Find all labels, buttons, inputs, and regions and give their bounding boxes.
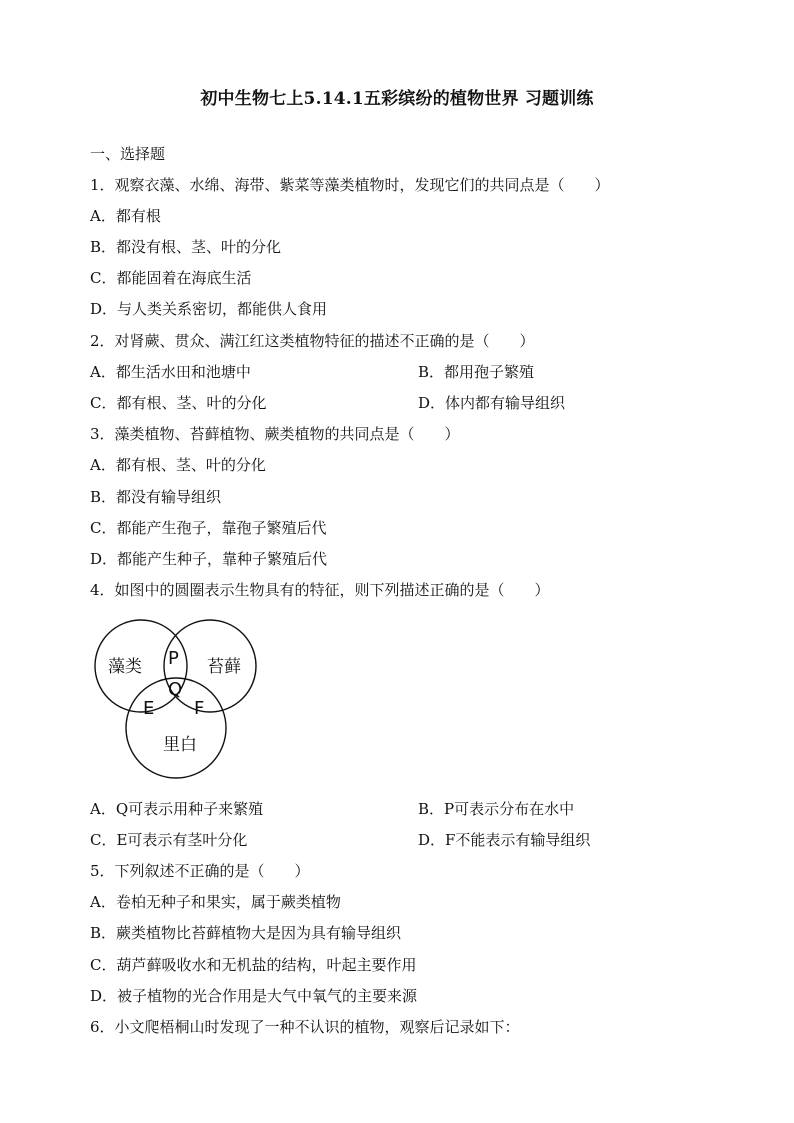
question-4-option-b: B．P可表示分布在水中 [418,800,575,818]
question-1-option-c: C．都能固着在海底生活 [90,269,252,287]
question-2-option-a: A．都生活水田和池塘中 [90,363,251,381]
venn-region-f: F [194,698,205,719]
question-2-option-c: C．都有根、茎、叶的分化 [90,394,267,412]
question-2-option-b: B．都用孢子繁殖 [418,363,535,381]
question-6-stem: 6．小文爬梧桐山时发现了一种不认识的植物，观察后记录如下： [90,1018,520,1036]
question-5-option-a: A．卷柏无种子和果实，属于蕨类植物 [90,893,341,911]
question-5-option-b: B．蕨类植物比苔藓植物大是因为具有输导组织 [90,924,402,942]
question-1-option-d: D．与人类关系密切，都能供人食用 [90,300,328,318]
page-title: 初中生物七上5.14.1五彩缤纷的植物世界 习题训练 [200,89,594,109]
question-3-option-a: A．都有根、茎、叶的分化 [90,456,266,474]
question-3-stem: 3．藻类植物、苔藓植物、蕨类植物的共同点是（ ） [90,425,460,443]
question-2-stem: 2．对肾蕨、贯众、满江红这类植物特征的描述不正确的是（ ） [90,332,535,350]
question-1-option-b: B．都没有根、茎、叶的分化 [90,238,282,256]
question-3-option-d: D．都能产生种子，靠种子繁殖后代 [90,550,328,568]
venn-region-q: Q [168,679,183,700]
venn-label-left: 藻类 [108,657,142,677]
question-4-option-a: A．Q可表示用种子来繁殖 [90,800,264,818]
question-5-option-c: C．葫芦藓吸收水和无机盐的结构，叶起主要作用 [90,956,417,974]
question-5-stem: 5．下列叙述不正确的是（ ） [90,862,310,880]
venn-label-right: 苔藓 [207,657,241,677]
section-heading: 一、选择题 [90,145,166,163]
venn-region-p: P [168,648,179,669]
question-4-option-c: C．E可表示有茎叶分化 [90,831,248,849]
venn-label-bottom: 里白 [163,735,197,755]
question-5-option-d: D．被子植物的光合作用是大气中氧气的主要来源 [90,987,418,1005]
question-4-option-d: D．F不能表示有输导组织 [418,831,591,849]
venn-region-e: E [143,698,155,719]
question-3-option-b: B．都没有输导组织 [90,488,222,506]
venn-diagram [86,618,266,784]
question-3-option-c: C．都能产生孢子，靠孢子繁殖后代 [90,519,327,537]
question-2-option-d: D．体内都有输导组织 [418,394,566,412]
question-1-option-a: A．都有根 [90,207,161,225]
question-4-stem: 4．如图中的圆圈表示生物具有的特征，则下列描述正确的是（ ） [90,581,550,599]
question-1-stem: 1．观察衣藻、水绵、海带、紫菜等藻类植物时，发现它们的共同点是（ ） [90,176,610,194]
